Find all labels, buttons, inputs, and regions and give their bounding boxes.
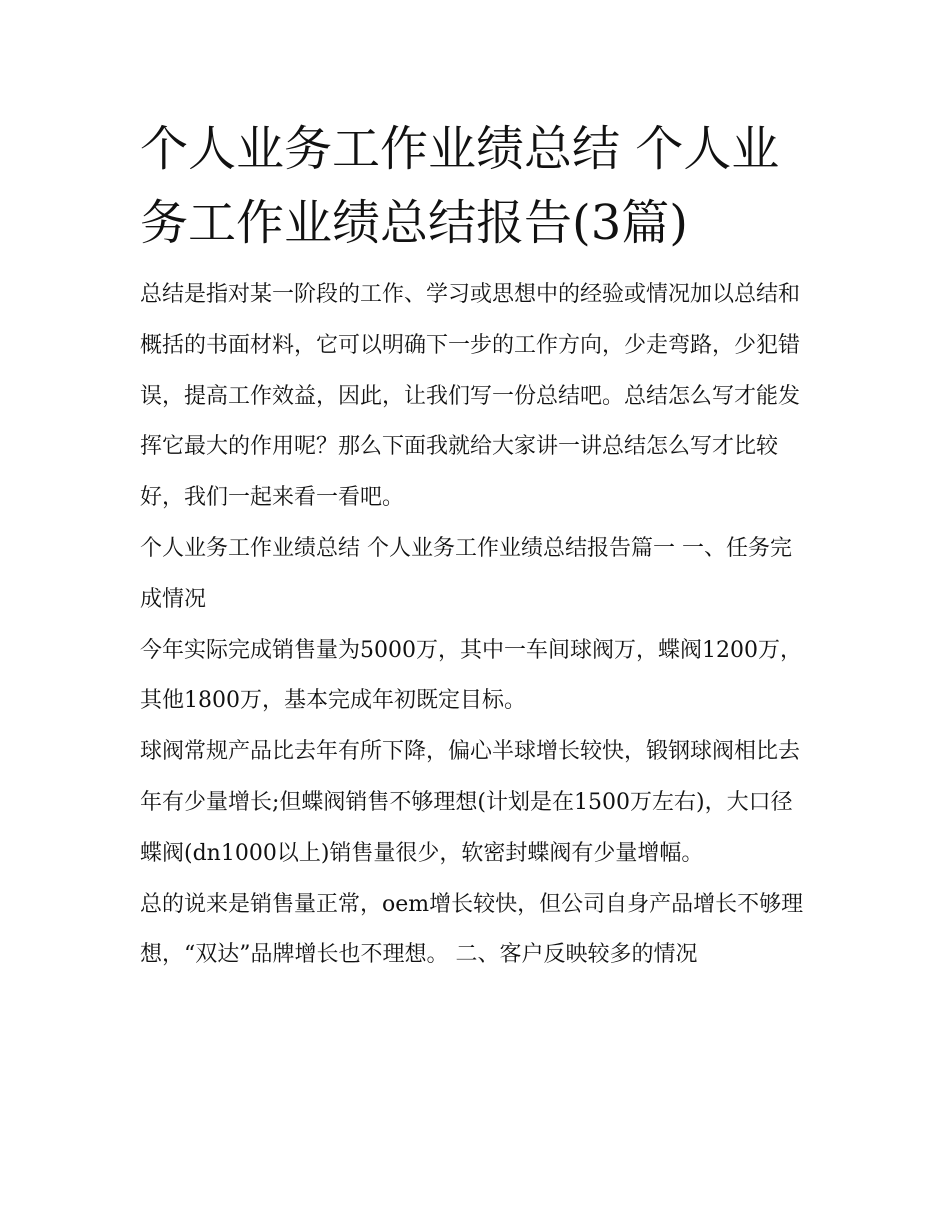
paragraph-intro: 总结是指对某一阶段的工作、学习或思想中的经验或情况加以总结和概括的书面材料，它可以明确下一步的工作方向，少走弯路，少犯错误，提高工作效益，因此，让我们写一份总结吧。总结怎么写才能发挥它最大的作用呢？那么下面我就给大家讲一讲总结怎么写才比较好，我们一起来看一看吧。 bbox=[140, 282, 801, 511]
paragraph-product-analysis: 球阀常规产品比去年有所下降，偏心半球增长较快，锻钢球阀相比去年有少量增长;但蝶阀销售不够理想(计划是在1500万左右)，大口径蝶阀(dn1000以上)销售量很少，软密封蝶阀有少量增幅。 bbox=[140, 739, 801, 866]
document-title: 个人业务工作业绩总结 个人业务工作业绩总结报告(3篇) bbox=[140, 121, 780, 251]
paragraph-section-heading: 个人业务工作业绩总结 个人业务工作业绩总结报告篇一 一、任务完成情况 bbox=[140, 535, 792, 612]
paragraph-sales-volume: 今年实际完成销售量为5000万，其中一车间球阀万，蝶阀1200万，其他1800万，基本完成年初既定目标。 bbox=[140, 637, 802, 714]
paragraph-summary: 总的说来是销售量正常，oem增长较快，但公司自身产品增长不够理想，“双达”品牌增长也不理想。 二、客户反映较多的情况 bbox=[140, 891, 804, 968]
document-page bbox=[140, 112, 812, 981]
